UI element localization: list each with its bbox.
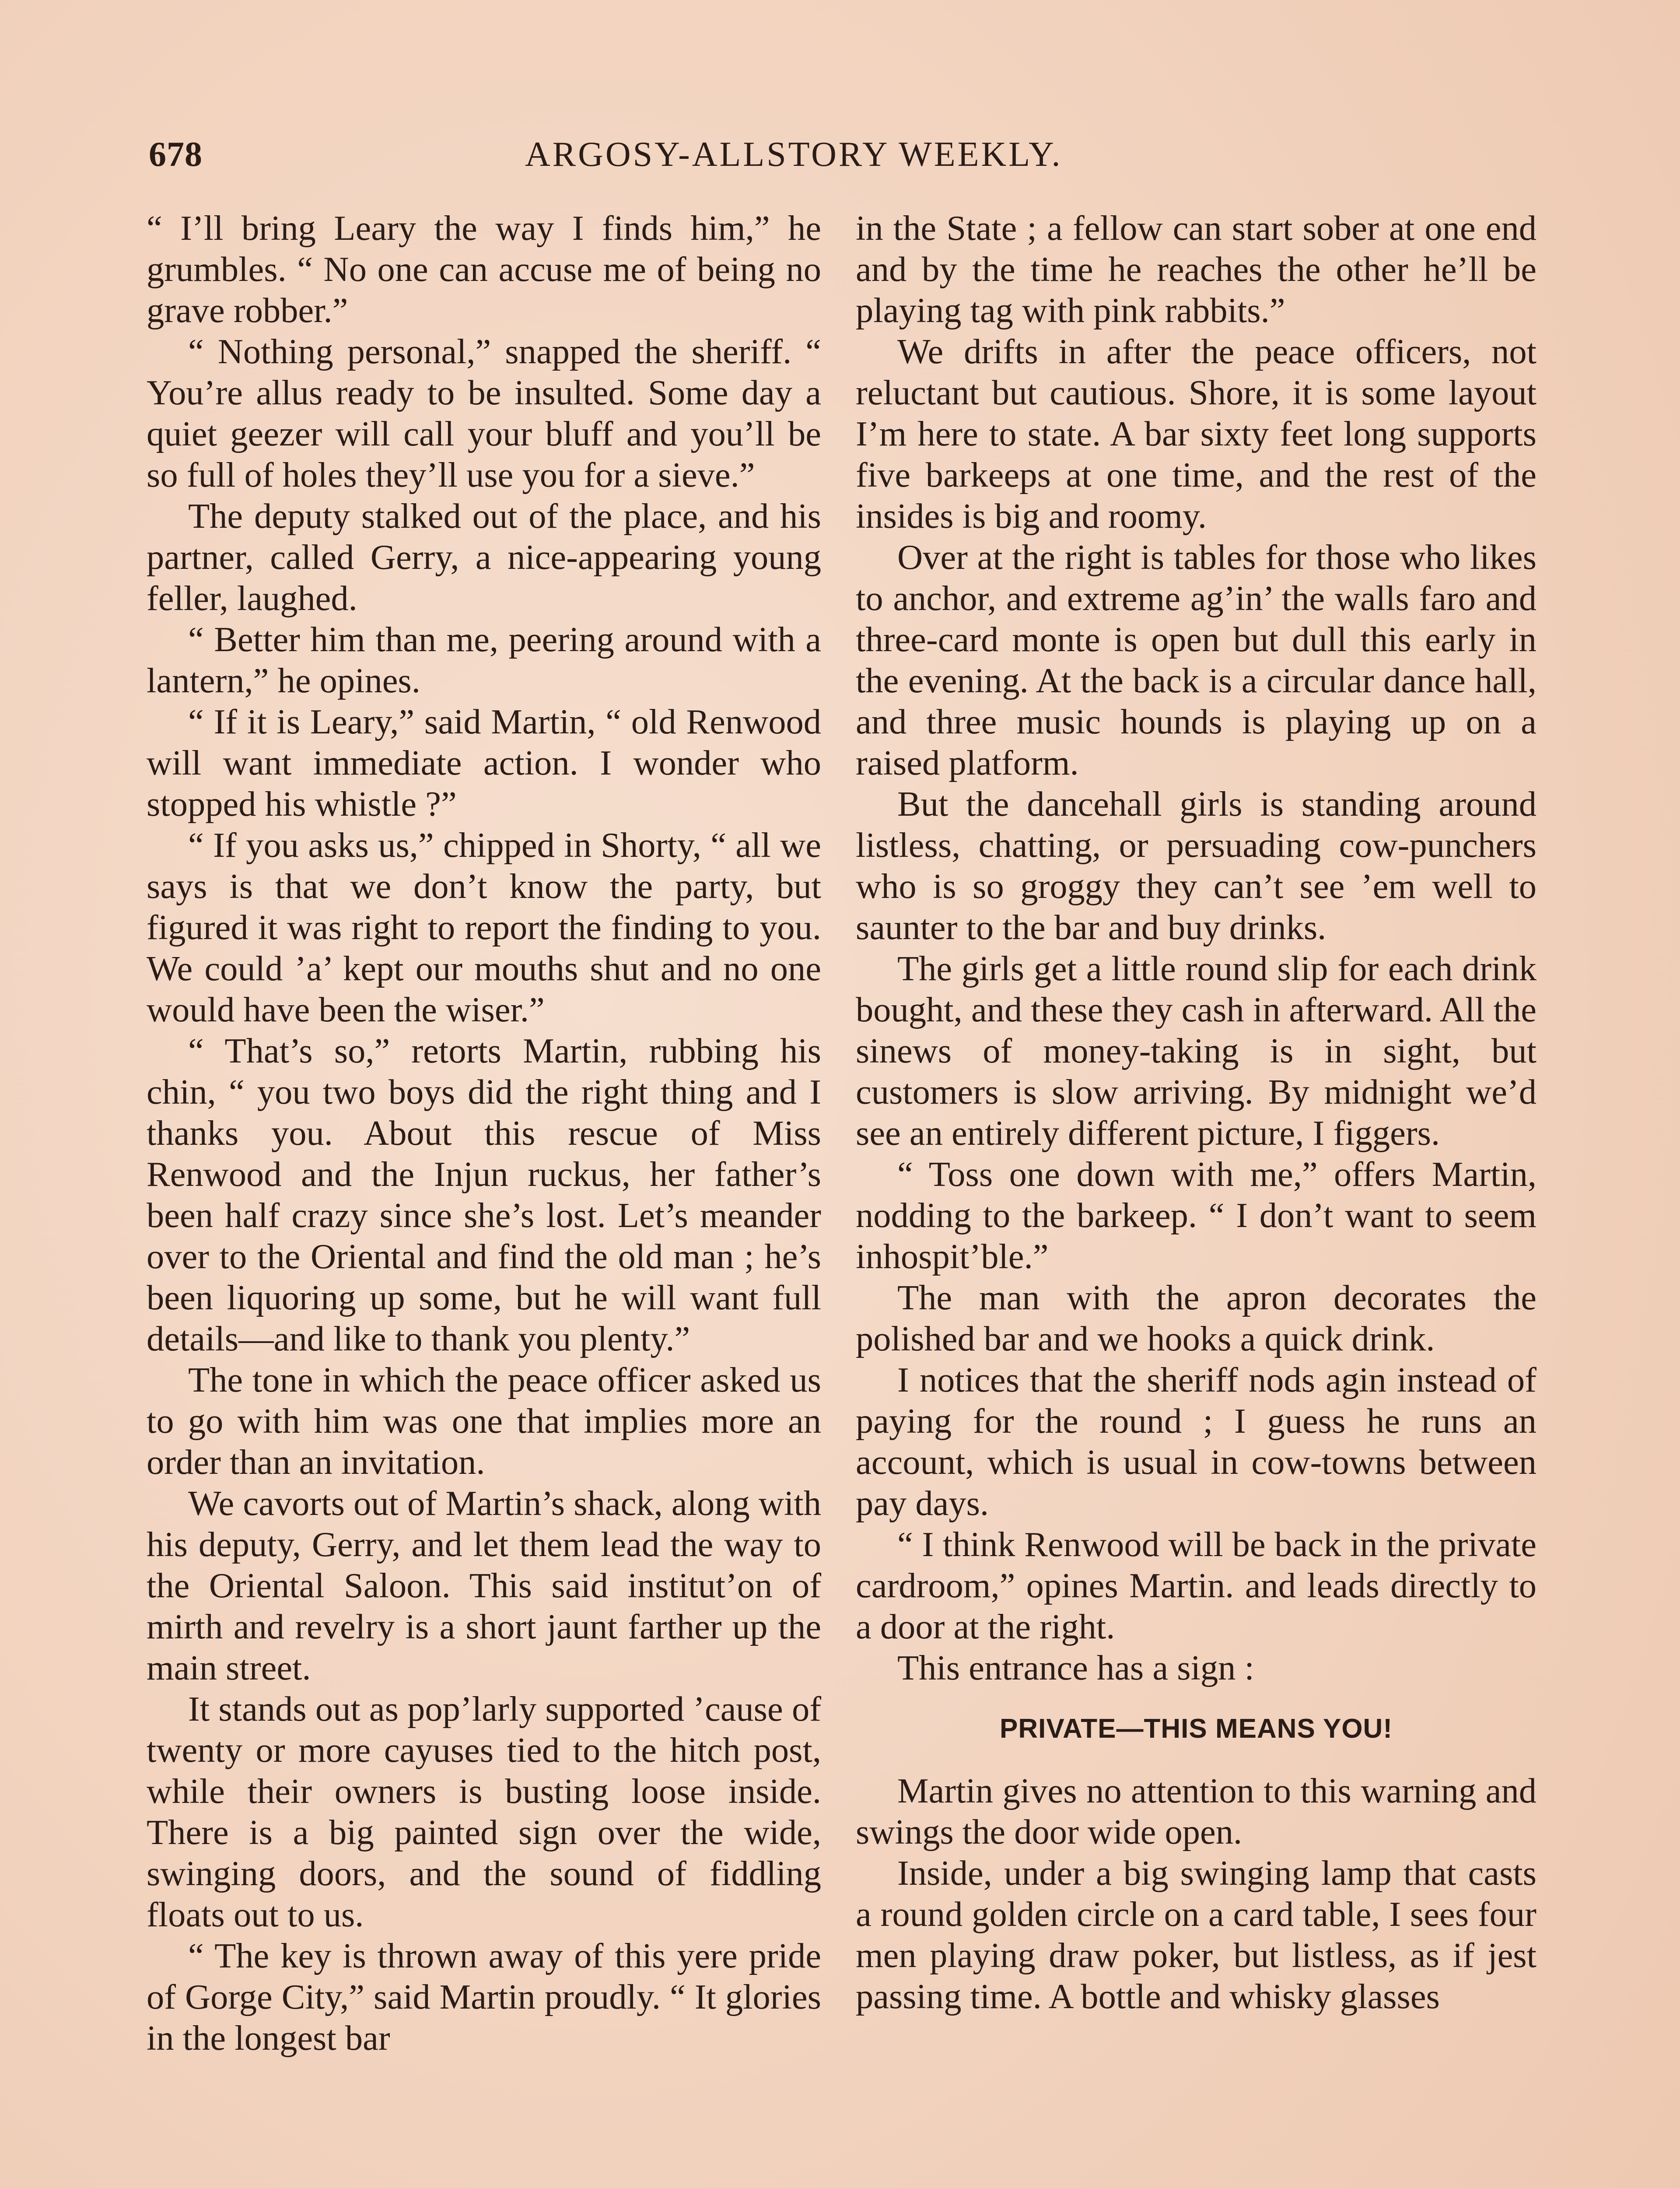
paragraph: “ If it is Leary,” said Martin, “ old Renwood will want immediate action. I wonder who stopped his whistle ?” (147, 702, 821, 824)
paragraph: Over at the right is tables for those who likes to anchor, and extreme ag’in’ the walls faro and three-card monte is open but dull this early in the evening. At the back is a circular dance hall, and three music hounds is playing up on a raised platform. (856, 538, 1536, 782)
paragraph: Martin gives no attention to this warning and swings the door wide open. (856, 1771, 1536, 1851)
page-header (149, 130, 1155, 179)
paragraph: The tone in which the peace officer asked us to go with him was one that implies more an order than an invitation. (147, 1360, 821, 1482)
paragraph: We cavorts out of Martin’s shack, along with his deputy, Gerry, and let them lead the way to the Oriental Saloon. This said institut’on of mirth and revelry is a short jaunt farther up the main street. (147, 1484, 821, 1687)
page-number: 678 (149, 135, 203, 174)
private-sign-text: PRIVATE—THIS MEANS YOU! (1000, 1714, 1393, 1744)
left-column (147, 208, 821, 2059)
paragraph: “ Nothing personal,” snapped the sheriff. “ You’re allus ready to be insulted. Some day a quiet geezer will call your bluff and you’ll be so full of holes they’ll use you for a sieve.” (147, 332, 821, 494)
paragraph: It stands out as pop’larly supported ’cause of twenty or more cayuses tied to the hitch post, while their owners is busting loose inside. There is a big painted sign over the wide, swinging doors, and the sound of fiddling floats out to us. (147, 1690, 821, 1934)
paragraph: in the State ; a fellow can start sober at one end and by the time he reaches the other he’ll be playing tag with pink rabbits.” (856, 209, 1536, 330)
paragraph: “ That’s so,” retorts Martin, rubbing his chin, “ you two boys did the right thing and I thanks you. About this rescue of Miss Renwood and the Injun ruckus, her father’s been half crazy since she’s lost. Let’s meander over to the Oriental and find the old man ; he’s been liquoring up some, but he will want full details—and like to thank you plenty.” (147, 1031, 821, 1358)
paragraph: “ I think Renwood will be back in the private cardroom,” opines Martin. and leads directly to a door at the right. (856, 1525, 1536, 1646)
paragraph: “ The key is thrown away of this yere pride of Gorge City,” said Martin proudly. “ It glories in the longest bar (147, 1936, 821, 2058)
paragraph: “ Toss one down with me,” offers Martin, nodding to the barkeep. “ I don’t want to seem inhospit’ble.” (856, 1155, 1536, 1276)
paragraph: “ I’ll bring Leary the way I finds him,” he grumbles. “ No one can accuse me of being no grave robber.” (147, 209, 821, 330)
paragraph: This entrance has a sign : (897, 1648, 1254, 1687)
paragraph: We drifts in after the peace officers, not reluctant but cautious. Shore, it is some layout I’m here to state. A bar sixty feet long supports five barkeeps at one time, and the rest of the insides is big and roomy. (856, 332, 1536, 536)
paragraph: I notices that the sheriff nods agin instead of paying for the round ; I guess he runs an account, which is usual in cow-towns between pay days. (856, 1360, 1536, 1523)
paragraph: “ Better him than me, peering around with a lantern,” he opines. (147, 620, 821, 700)
paragraph: The girls get a little round slip for each drink bought, and these they cash in afterward. All the sinews of money-taking is in sight, but customers is slow arriving. By midnight we’d see an entirely different picture, I figgers. (856, 949, 1536, 1153)
right-column (856, 208, 1536, 2017)
paragraph: The man with the apron decorates the polished bar and we hooks a quick drink. (856, 1278, 1536, 1358)
running-head: ARGOSY-ALLSTORY WEEKLY. (525, 135, 1063, 174)
paragraph: “ If you asks us,” chipped in Shorty, “ all we says is that we don’t know the party, but figured it was right to report the finding to you. We could ’a’ kept our mouths shut and no one would have been the wiser.” (147, 826, 821, 1029)
paragraph: The deputy stalked out of the place, and his partner, called Gerry, a nice-appearing young feller, laughed. (147, 497, 821, 618)
paragraph: But the dancehall girls is standing around listless, chatting, or persuading cow-punchers who is so groggy they can’t see ’em well to saunter to the bar and buy drinks. (856, 785, 1536, 947)
paragraph: Inside, under a big swinging lamp that casts a round golden circle on a card table, I sees four men playing draw poker, but listless, as if jest passing time. A bottle and whisky glasses (856, 1854, 1536, 2016)
